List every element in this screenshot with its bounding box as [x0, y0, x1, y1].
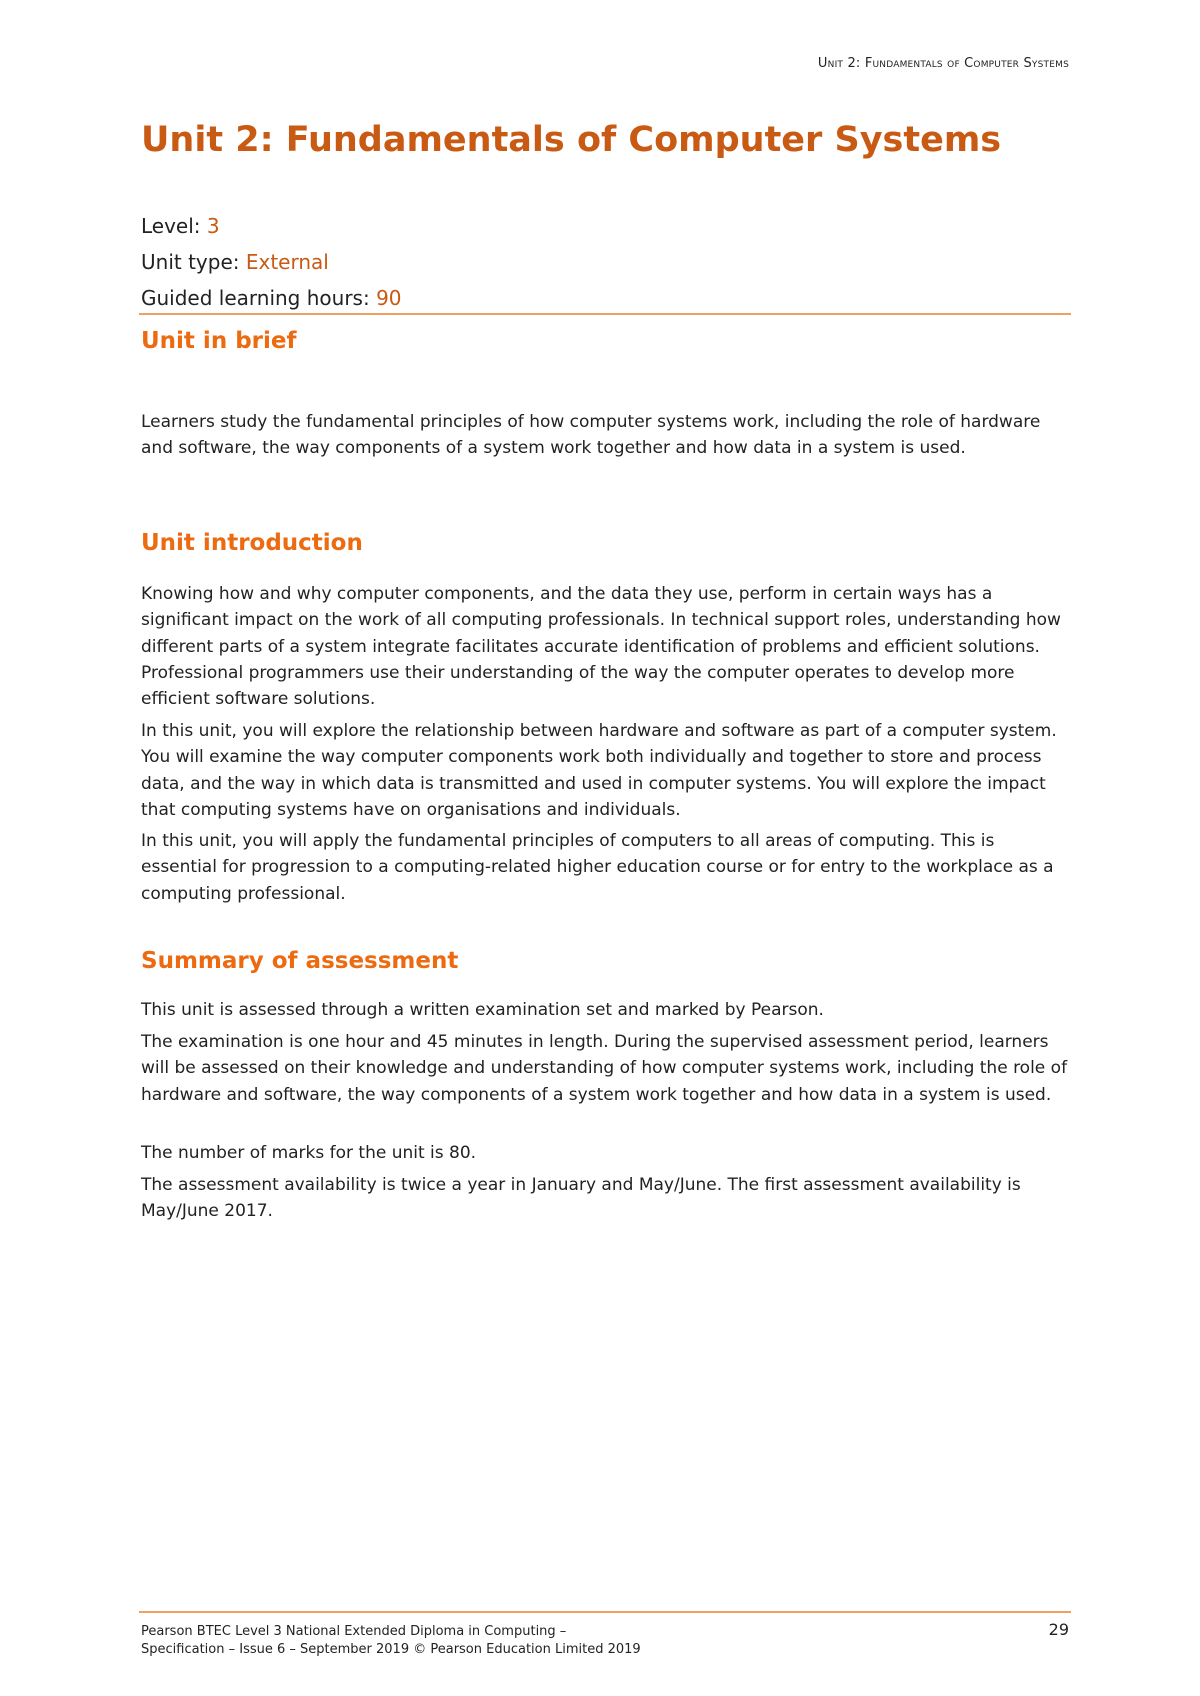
glh-row [141, 280, 402, 316]
unit-meta [141, 208, 402, 316]
intro-paragraph-3: In this unit, you will apply the fundamental principles of computers to all areas of computing. This is essential for progression to a computing-related higher education course or for entry to the workplace as a computing professional. [141, 831, 1054, 904]
document-page [141, 0, 1069, 1696]
footer-line-2: Specification – Issue 6 – September 2019 © Pearson Education Limited 2019 [141, 1642, 641, 1657]
footer-citation [141, 1623, 641, 1659]
summary-of-assessment-heading: Summary of assessment [141, 948, 459, 974]
header-divider [139, 313, 1071, 315]
unit-introduction-heading: Unit introduction [141, 530, 363, 556]
level-value: 3 [206, 214, 220, 238]
level-label: Level: [141, 214, 207, 238]
footer-line-1: Pearson BTEC Level 3 National Extended Diploma in Computing – [141, 1624, 567, 1639]
assessment-paragraph-3: The number of marks for the unit is 80. [141, 1143, 477, 1163]
page-number: 29 [1048, 1620, 1069, 1639]
page-title: Unit 2: Fundamentals of Computer Systems [141, 120, 1002, 160]
running-header: Unit 2: Fundamentals of Computer Systems [817, 56, 1069, 71]
assessment-paragraph-4: The assessment availability is twice a year in January and May/June. The first assessment availability is May/June 2017. [141, 1175, 1021, 1222]
unit-in-brief-heading: Unit in brief [141, 328, 297, 354]
unit-type-label: Unit type: [141, 250, 246, 274]
unit-type-row [141, 244, 402, 280]
footer-divider [139, 1611, 1071, 1613]
level-row [141, 208, 402, 244]
unit-in-brief-paragraph: Learners study the fundamental principles of how computer systems work, including the role of hardware and software, the way components of a system work together and how data in a system is used. [141, 412, 1041, 459]
unit-type-value: External [245, 250, 329, 274]
intro-paragraph-2: In this unit, you will explore the relationship between hardware and software as part of a computer system. You will examine the way computer components work both individually and together to store and process data, and the way in which data is transmitted and used in computer systems. You will explore the impact that computing systems have on organisations and individuals. [141, 721, 1057, 820]
glh-label: Guided learning hours: [141, 286, 377, 310]
intro-paragraph-1: Knowing how and why computer components, and the data they use, perform in certain ways has a significant impact on the work of all computing professionals. In technical support roles, understanding how different parts of a system integrate facilitates accurate identification of problems and efficient solutions. Professional programmers use their understanding of the way the computer operates to develop more efficient software solutions. [141, 584, 1061, 710]
assessment-paragraph-1: This unit is assessed through a written examination set and marked by Pearson. [141, 1000, 824, 1020]
assessment-paragraph-2: The examination is one hour and 45 minutes in length. During the supervised assessment period, learners will be assessed on their knowledge and understanding of how computer systems work, including the role of hardware and software, the way components of a system work together and how data in a system is used. [141, 1032, 1068, 1105]
glh-value: 90 [376, 286, 402, 310]
